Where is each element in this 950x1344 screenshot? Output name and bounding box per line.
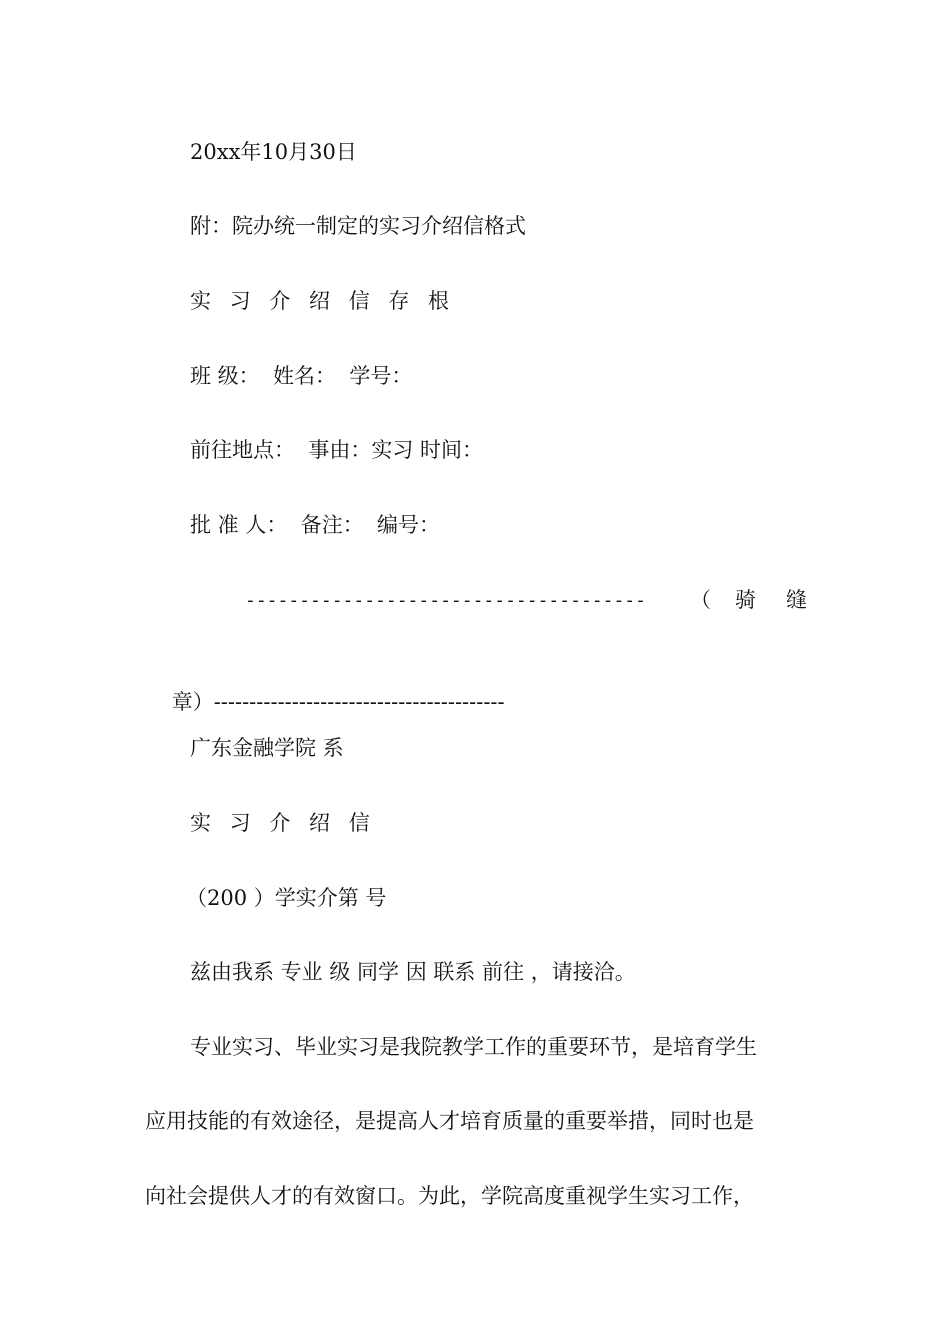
seal-line-second	[145, 660, 505, 744]
seal-line-second-text: 章）-----------------------------------------	[171, 690, 505, 714]
paragraph-line-3: 向社会提供人才的有效窗口。为此，学院高度重视学生实习工作，	[145, 1184, 754, 1208]
date-line: 20xx年10月30日	[190, 140, 357, 164]
intro-line: 兹由我系 专业 级 同学 因 联系 前往 ，请接洽。	[190, 960, 636, 984]
seal-char-ride: 骑	[735, 588, 756, 612]
letter-title: 实 习 介 绍 信	[190, 811, 376, 835]
seal-open-paren: （	[690, 588, 711, 612]
place-reason-line: 前往地点： 事由：实习 时间：	[190, 438, 484, 462]
department-line: 广东金融学院 系	[190, 736, 344, 760]
stub-title: 实 习 介 绍 信 存 根	[190, 289, 456, 313]
attachment-line: 附：院办统一制定的实习介绍信格式	[190, 214, 526, 238]
letter-number-line: （200 ）学实介第 号	[186, 886, 387, 910]
paragraph-line-1: 专业实习、毕业实习是我院教学工作的重要环节，是培育学生	[190, 1035, 757, 1059]
seal-dashes-first: -------------------------------------	[245, 590, 646, 611]
approver-line: 批 准 人： 备注： 编号：	[190, 513, 441, 537]
paragraph-line-2: 应用技能的有效途径，是提高人才培育质量的重要举措，同时也是	[145, 1109, 754, 1133]
class-name-line: 班 级： 姓名： 学号：	[190, 364, 413, 388]
seal-char-seam: 缝	[786, 588, 807, 612]
